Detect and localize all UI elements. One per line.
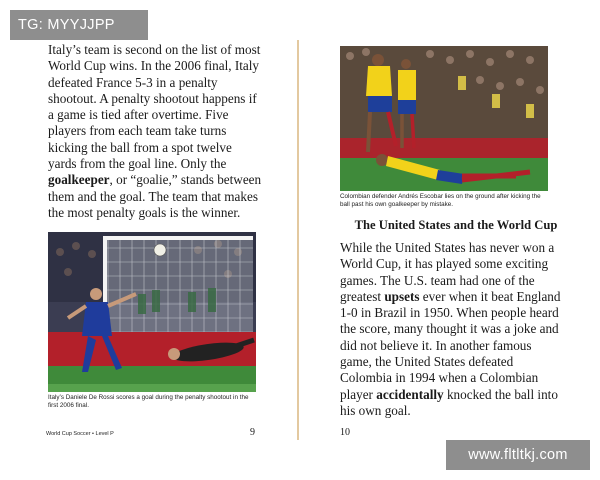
page-number-right: 10 bbox=[340, 427, 350, 438]
soccer-ball bbox=[154, 244, 166, 256]
left-body-text bbox=[48, 42, 262, 221]
page-number-left: 9 bbox=[250, 427, 255, 438]
page-gutter-divider bbox=[297, 40, 299, 440]
right-text-run: ever when it beat England 1-0 in Brazil in 1950. When people heard the score, many thought it was a joke and did not believe it. In another famous game, the United States defeated Colombia in 1994 when a Colombian player bbox=[340, 288, 561, 402]
escobar-own-goal-photo bbox=[340, 46, 548, 191]
right-text-run: knocked the ball into his own goal. bbox=[340, 386, 558, 418]
left-page bbox=[36, 0, 262, 450]
right-page bbox=[340, 0, 566, 450]
right-text-run: While the United States has never won a World Cup, it has played some exciting games. The U.S. team had one of the greatest bbox=[340, 240, 555, 304]
book-footer-label: World Cup Soccer • Level P bbox=[46, 431, 114, 437]
left-photo-caption: Italy’s Daniele De Rossi scores a goal during the penalty shootout in the first 2006 final. bbox=[48, 394, 249, 410]
glossary-term-goalkeeper: goalkeeper bbox=[48, 172, 110, 188]
escobar-own-goal-illustration bbox=[340, 46, 548, 191]
section-heading: The United States and the World Cup bbox=[354, 218, 558, 232]
penalty-shootout-photo bbox=[48, 232, 256, 392]
glossary-term-accidentally: accidentally bbox=[376, 386, 444, 402]
left-text-run: , or “goalie,” stands between them and the goal. The team that makes the most penalty goals is the winner. bbox=[48, 172, 262, 220]
left-text-run: Italy’s team is second on the list of most World Cup wins. In the 2006 final, Italy defeated France 5-3 in a penalty shootout. A penalty shootout happens if a game is tied after overtime. Five players from each team take turns kicking the ball from a spot twelve yards from the goal line. Only the bbox=[48, 42, 261, 172]
penalty-shootout-illustration bbox=[48, 232, 256, 392]
watermark-tag-label: TG: MYYJJPP bbox=[10, 10, 148, 40]
watermark-site-label: www.fltltkj.com bbox=[446, 440, 590, 470]
right-photo-caption: Colombian defender Andrés Escobar lies on the ground after kicking the ball past his own goalkeeper by mistake. bbox=[340, 193, 541, 209]
right-body-text bbox=[340, 240, 566, 419]
glossary-term-upsets: upsets bbox=[384, 288, 420, 304]
